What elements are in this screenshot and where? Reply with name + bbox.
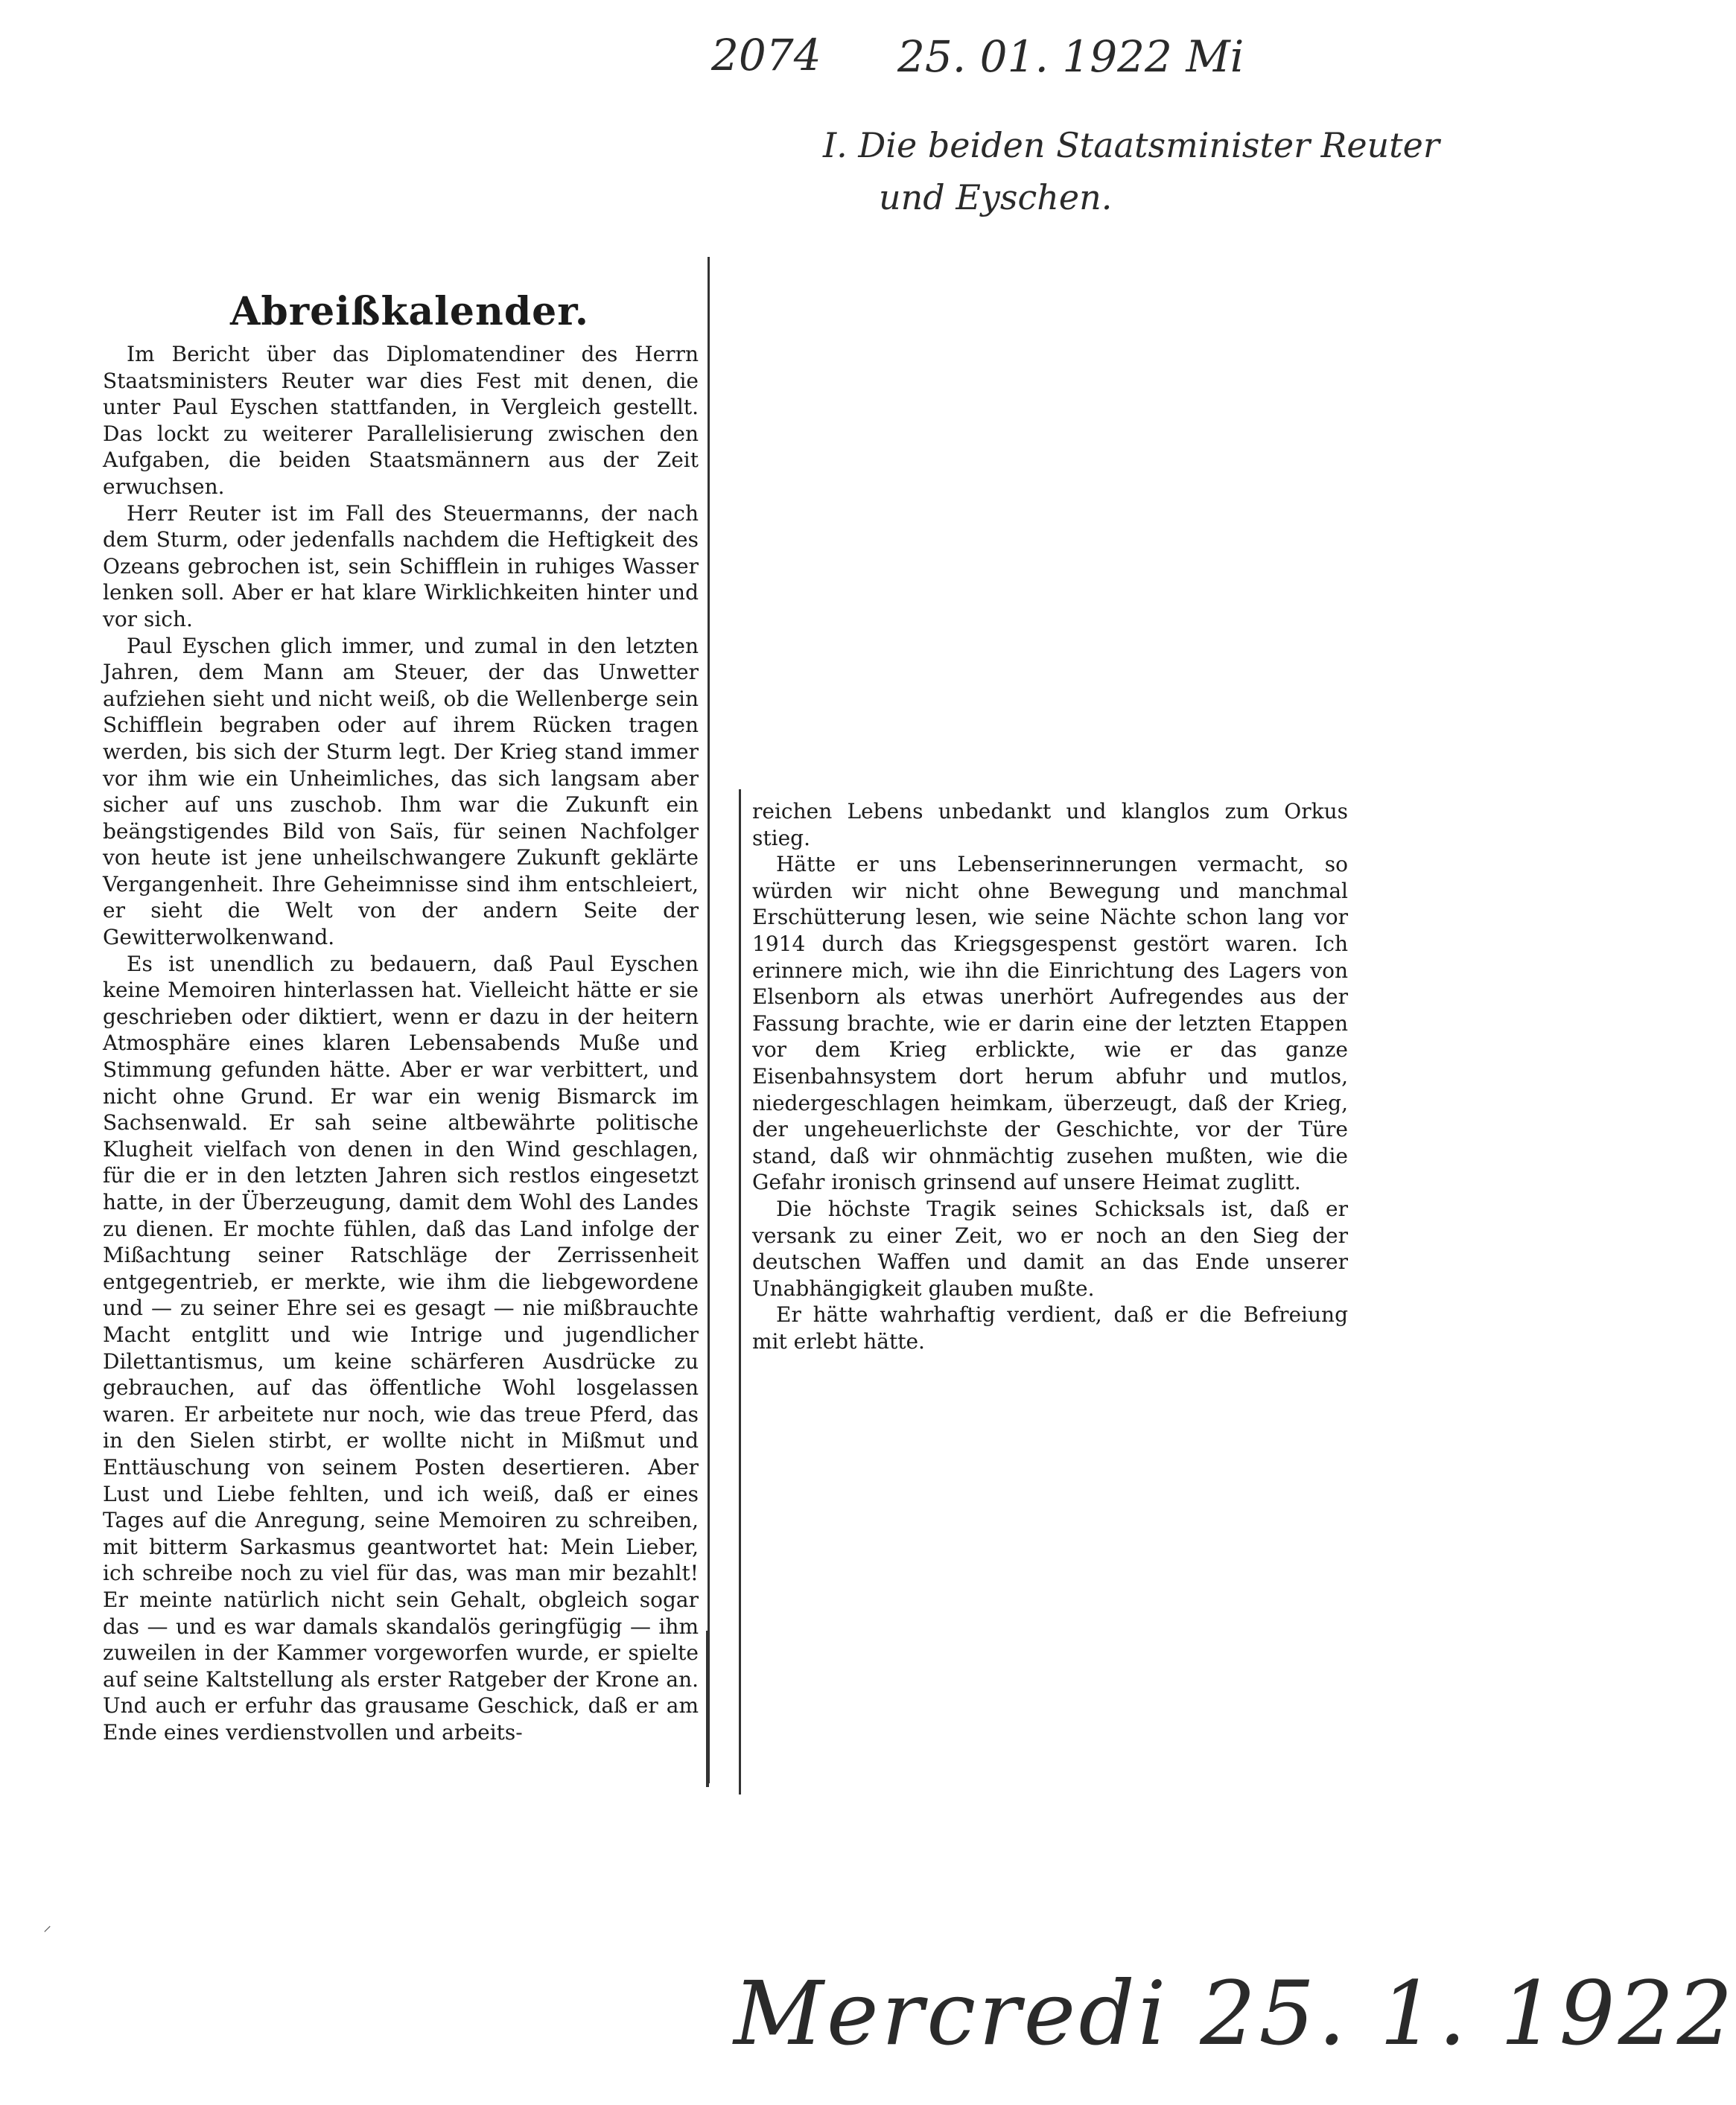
handwritten-note-line-1: I. Die beiden Staatsminister Reuter — [823, 125, 1440, 165]
article-paragraph: reichen Lebens unbedankt und klanglos zum Orkus stieg. — [752, 799, 1348, 850]
column-rule-right — [739, 789, 741, 1794]
handwritten-date-top: 25. 01. 1922 Mi — [897, 31, 1244, 82]
article-column-left — [103, 341, 699, 1745]
article-paragraph: Herr Reuter ist im Fall des Steuermanns, der nach dem Sturm, oder jedenfalls nachdem die Heftigkeit des Ozeans gebrochen ist, sein Schifflein in ruhiges Wasser lenken soll. Aber er hat klare Wirklichkeiten hinter und vor sich. — [103, 500, 699, 631]
article-paragraph: Die höchste Tragik seines Schicksals ist, daß er versank zu einer Zeit, wo er noch an den Sieg der deutschen Waffen und damit an das Ende unserer Unabhängigkeit glauben mußte. — [752, 1196, 1348, 1301]
handwritten-archive-number: 2074 — [711, 30, 821, 80]
column-rule-left-bracket — [706, 1631, 709, 1787]
article-paragraph: Hätte er uns Lebenserinnerungen vermacht, so würden wir nicht ohne Bewegung und manchmal Erschütterung lesen, wie seine Nächte schon lang vor 1914 durch das Kriegsgespenst gestört waren. Ich erinnere mich, wie ihn die Einrichtung des Lagers von Elsenborn als etwas unerhört Aufregendes aus der Fassung brachte, wie er darin eine der letzten Etappen vor dem Krieg erblickte, wie er das ganze Eisenbahnsystem dort herum abfuhr und mutlos, niedergeschlagen heimkam, überzeugt, daß der Krieg, der ungeheuerlichste der Geschichte, vor der Türe stand, daß wir ohnmächtig zusehen mußten, wie die Gefahr ironisch grinsend auf unsere Heimat zuglitt. — [752, 852, 1348, 1195]
article-paragraph: Im Bericht über das Diplomatendiner des Herrn Staatsministers Reuter war dies Fest mit denen, die unter Paul Eyschen stattfanden, in Vergleich gestellt. Das lockt zu weiterer Parallelisierung zwischen den Aufgaben, die beiden Staatsmännern aus der Zeit erwuchsen. — [103, 342, 699, 499]
article-paragraph: Paul Eyschen glich immer, und zumal in den letzten Jahren, dem Mann am Steuer, der das Unwetter aufziehen sieht und nicht weiß, ob die Wellenberge sein Schifflein begraben oder auf ihrem Rücken tragen werden, bis sich der Sturm legt. Der Krieg stand immer vor ihm wie ein Unheimliches, das sich langsam aber sicher auf uns zuschob. Ihm war die Zukunft ein beängstigendes Bild von Saïs, für seinen Nachfolger von heute ist jene unheilschwangere Zukunft geklärte Vergangenheit. Ihre Geheimnisse sind ihm entschleiert, er sieht die Welt von der andern Seite der Gewitterwolkenwand. — [103, 633, 699, 950]
article-title: Abreißkalender. — [230, 289, 589, 334]
column-rule-left — [708, 257, 710, 1783]
article-column-right — [752, 798, 1348, 1354]
article-paragraph: Er hätte wahrhaftig verdient, daß er die Befreiung mit erlebt hätte. — [752, 1302, 1348, 1354]
article-paragraph: Es ist unendlich zu bedauern, daß Paul Eyschen keine Memoiren hinterlassen hat. Vielleicht hätte er sie geschrieben oder diktiert, wenn er dazu in der heitern Atmosphäre eines klaren Lebensabends Muße und Stimmung gefunden hätte. Aber er war verbittert, und nicht ohne Grund. Er war ein wenig Bismarck im Sachsenwald. Er sah seine altbewährte politische Klugheit vielfach von denen in den Wind geschlagen, für die er in den letzten Jahren sich restlos eingesetzt hatte, in der Überzeugung, damit dem Wohl des Landes zu dienen. Er mochte fühlen, daß das Land infolge der Mißachtung seiner Ratschläge der Zerrissenheit entgegentrieb, er merkte, wie ihm die liebgewordene und — zu seiner Ehre sei es gesagt — nie mißbrauchte Macht entglitt und wie Intrige und jugendlicher Dilettantismus, um keine schärferen Ausdrücke zu gebrauchen, auf das öffentliche Wohl losgelassen waren. Er arbeitete nur noch, wie das treue Pferd, das in den Sielen stirbt, er wollte nicht in Mißmut und Enttäuschung von seinem Posten desertieren. Aber Lust und Liebe fehlten, und ich weiß, daß er eines Tages auf die Anregung, seine Memoiren zu schreiben, mit bitterm Sarkasmus geantwortet hat: Mein Lieber, ich schreibe noch zu viel für das, was man mir bezahlt! Er meinte natürlich nicht sein Gehalt, obgleich sogar das — und es war damals skandalös geringfügig — ihm zuweilen in der Kammer vorgeworfen wurde, er spielte auf seine Kaltstellung als erster Ratgeber der Krone an. Und auch er erfuhr das grausame Geschick, daß er am Ende eines verdienstvollen und arbeits- — [103, 951, 699, 1745]
handwritten-note-line-2: und Eyschen. — [879, 177, 1113, 217]
handwritten-date-bottom: Mercredi 25. 1. 1922 — [734, 1962, 1736, 2065]
margin-tick-mark: ⸝ — [43, 1917, 52, 1935]
